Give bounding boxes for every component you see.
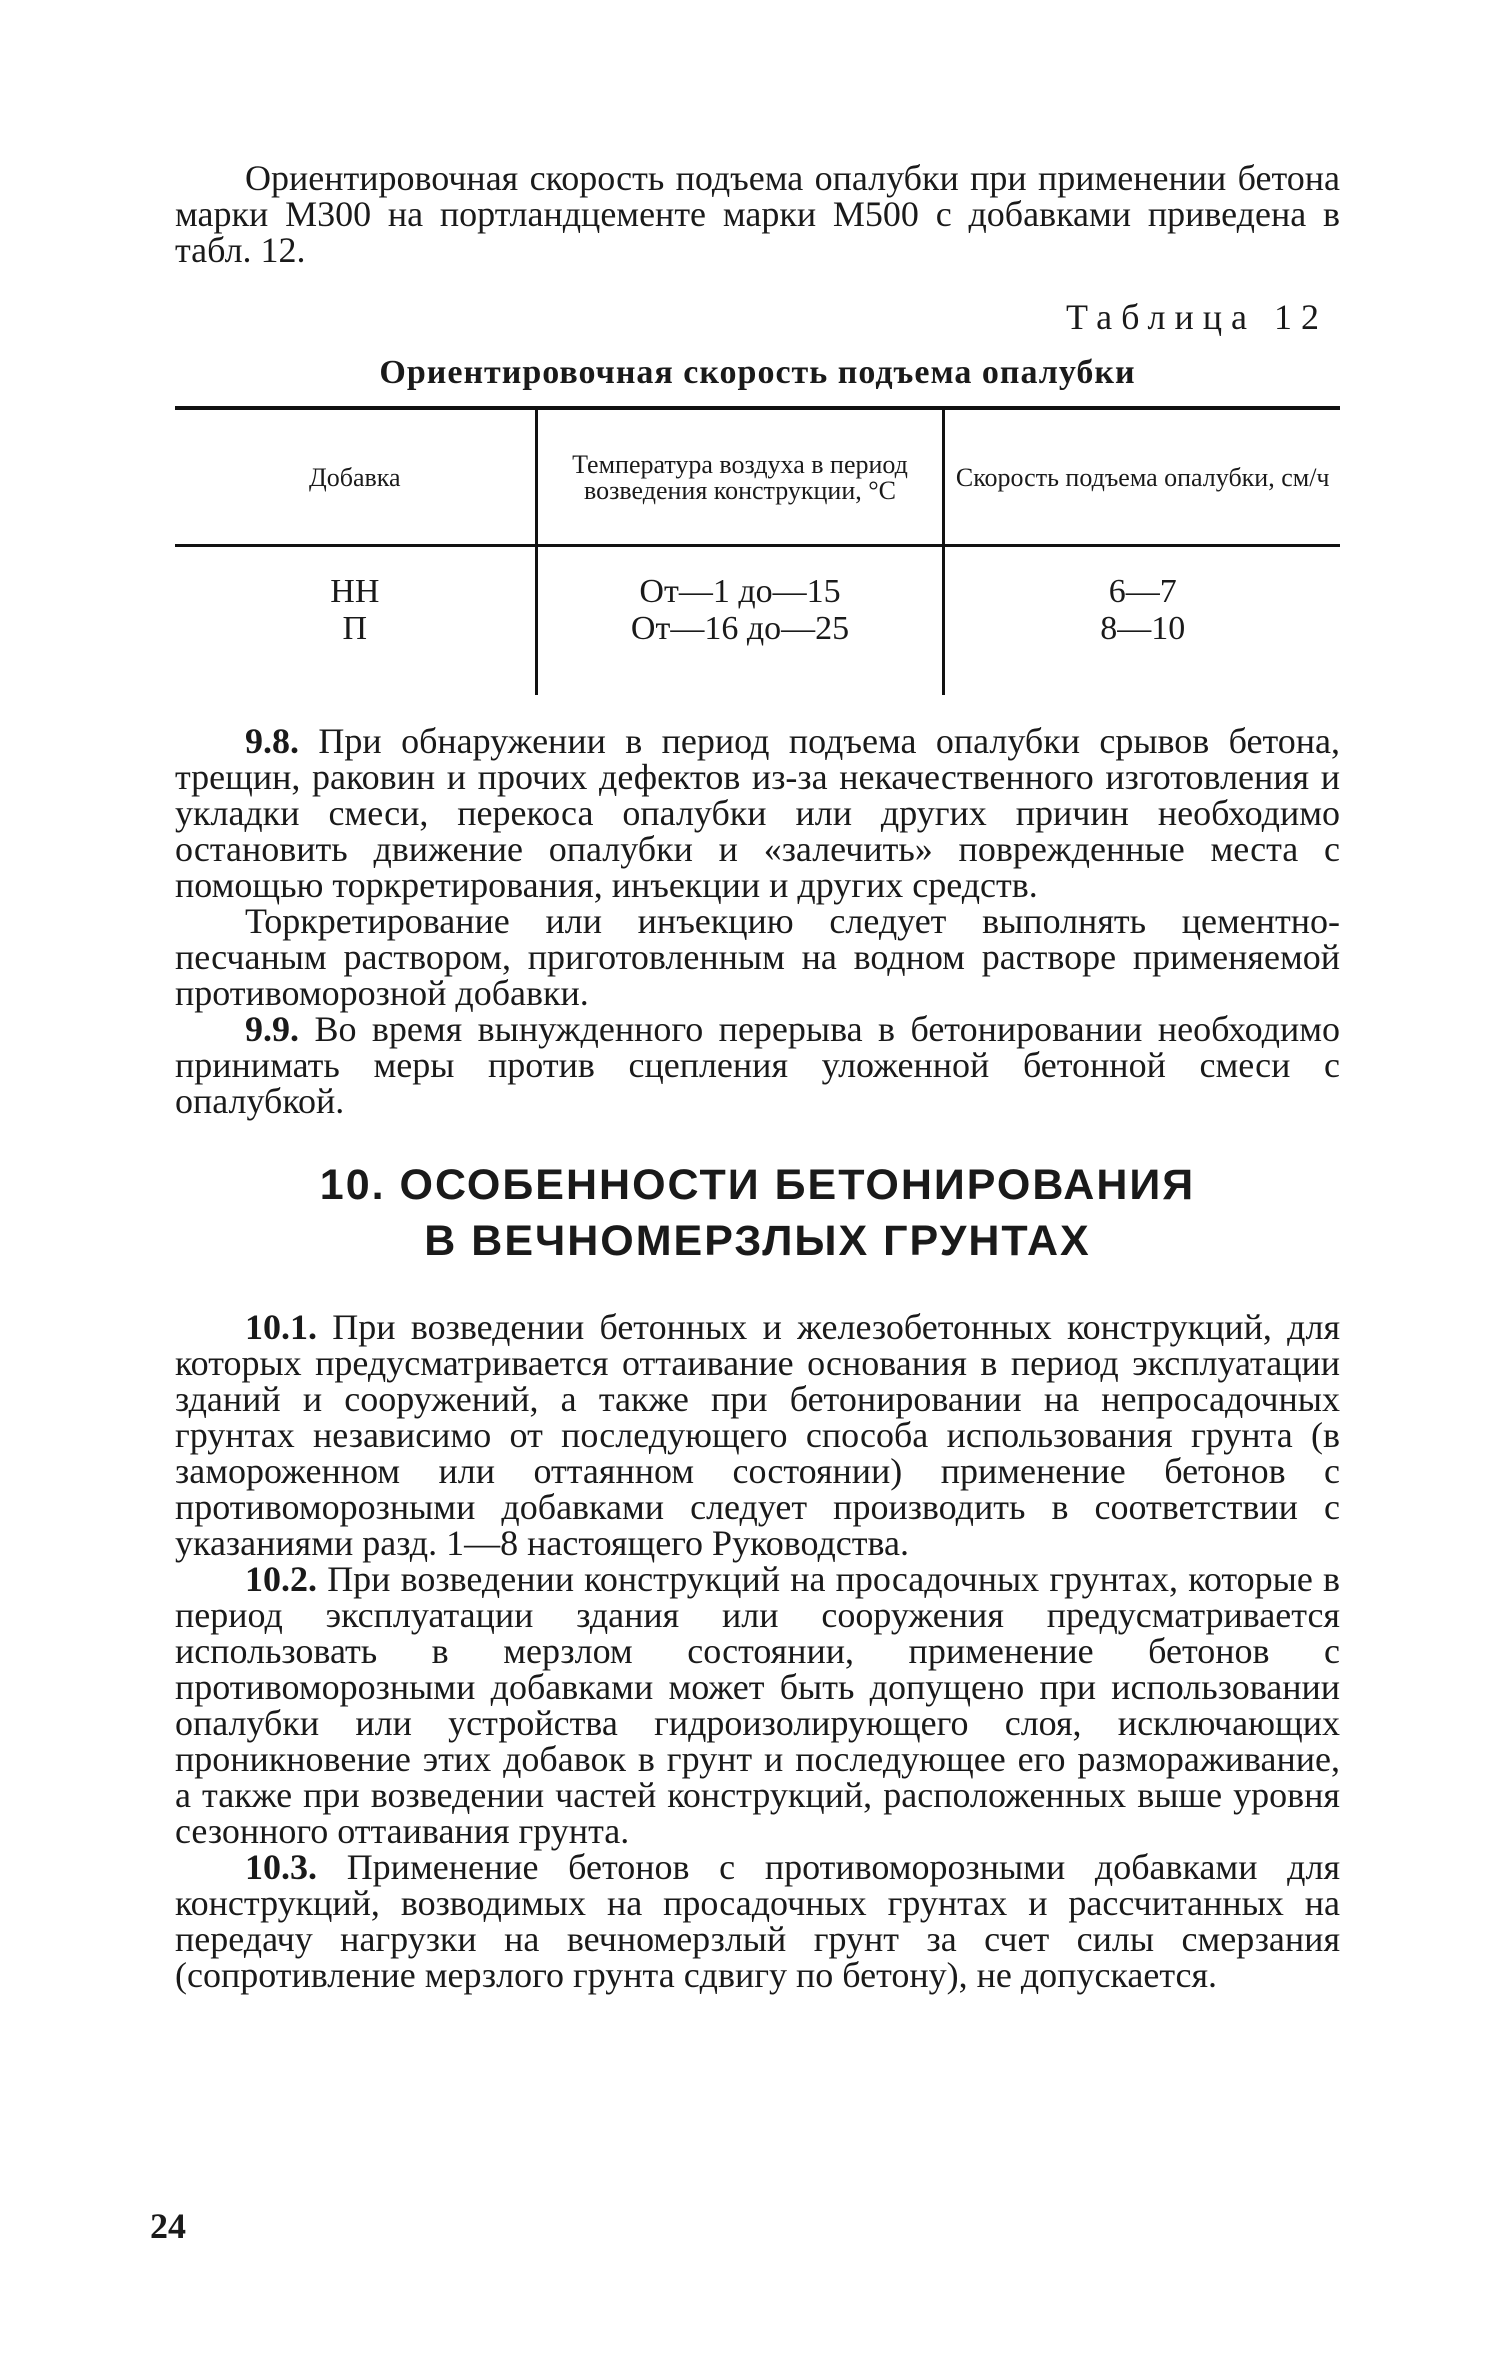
additive-value: НН [330, 573, 380, 610]
cell-speed [944, 546, 1340, 696]
table-title: Ориентировочная скорость подъема опалубки [379, 354, 1136, 391]
paragraph-text: При обнаружении в период подъема опалубки срывов бетона, трещин, раковин и прочих дефектов из-за некачественного изготовления и укладки смеси, перекоса опалубки или других причин необходимо остановить движение опалубки и «залечить» поврежденные места с помощью торкретирования, инъекции и других средств. [175, 721, 1341, 905]
speed-table [175, 406, 1340, 695]
section-10-block [175, 1309, 1340, 1993]
section-heading-line: 10. ОСОБЕННОСТИ БЕТОНИРОВАНИЯ [319, 1161, 1196, 1209]
cell-temperature [536, 546, 944, 696]
table-label: Таблица 12 [1066, 297, 1328, 337]
paragraph-number: 9.9. [245, 1009, 299, 1049]
paragraph-9-8 [175, 723, 1340, 903]
paragraph-number: 10.3. [245, 1847, 317, 1887]
paragraph-9-8-cont [175, 903, 1340, 1011]
paragraph-text: Торкретирование или инъекцию следует выполнять цементно-песчаным раствором, приготовленным на водном растворе применяемой противоморозной добавки. [175, 901, 1340, 1013]
additive-value: П [342, 610, 368, 647]
paragraph-text: При возведении бетонных и железобетонных конструкций, для которых предусматривается оттаивание основания в период эксплуатации зданий и сооружений, а также при бетонировании на непросадочных грунтах независимо от последующего способа использования грунта (в замороженном или оттаянном состоянии) применение бетонов с противоморозными добавками следует производить в соответствии с указаниями разд. 1—8 настоящего Руководства. [175, 1307, 1341, 1563]
paragraph-text: При возведении конструкций на просадочных грунтах, которые в период эксплуатации здания или сооружения предусматривается использовать в мерзлом состоянии, применение бетонов с противоморозными добавками может быть допущено при использовании опалубки или устройства гидроизолирующего слоя, исключающих проникновение этих добавок в грунт и последующее его размораживание, а также при возведении частей конструкций, расположенных выше уровня сезонного оттаивания грунта. [175, 1559, 1341, 1851]
paragraph-number: 9.8. [245, 721, 299, 761]
speed-value: 8—10 [1100, 610, 1186, 647]
paragraph-9-9 [175, 1011, 1340, 1119]
header-additive: Добавка [175, 408, 536, 546]
paragraph-10-3 [175, 1849, 1340, 1993]
section-9-block [175, 723, 1340, 1119]
section-heading [175, 1157, 1340, 1269]
page-number: 24 [150, 2206, 186, 2246]
paragraph-number: 10.2. [245, 1559, 317, 1599]
table-header-row [175, 408, 1340, 546]
header-speed: Скорость подъема опалубки, см/ч [944, 408, 1340, 546]
table-row [175, 546, 1340, 696]
temperature-value: От—1 до—15 [639, 573, 841, 610]
section-heading-line: В ВЕЧНОМЕРЗЛЫХ ГРУНТАХ [424, 1217, 1091, 1265]
paragraph-text: Применение бетонов с противоморозными добавками для конструкций, возводимых на просадочных грунтах и рассчитанных на передачу нагрузки на вечномерзлый грунт за счет силы смерзания (сопротивление мерзлого грунта сдвигу по бетону), не допускается. [175, 1847, 1340, 1995]
speed-value: 6—7 [1108, 573, 1177, 610]
paragraph-text: Во время вынужденного перерыва в бетонировании необходимо принимать меры против сцепления уложенной бетонной смеси с опалубкой. [175, 1009, 1340, 1121]
paragraph-number: 10.1. [245, 1307, 317, 1347]
temperature-value: От—16 до—25 [630, 610, 850, 647]
cell-additive [175, 546, 536, 696]
header-temperature: Температура воздуха в период возведения конструкции, °С [536, 408, 944, 546]
intro-paragraph: Ориентировочная скорость подъема опалубки при применении бетона марки М300 на портландцементе марки М500 с добавками приведена в табл. 12. [175, 158, 1340, 270]
paragraph-10-2 [175, 1561, 1340, 1849]
page-content [175, 160, 1340, 1993]
paragraph-10-1 [175, 1309, 1340, 1561]
